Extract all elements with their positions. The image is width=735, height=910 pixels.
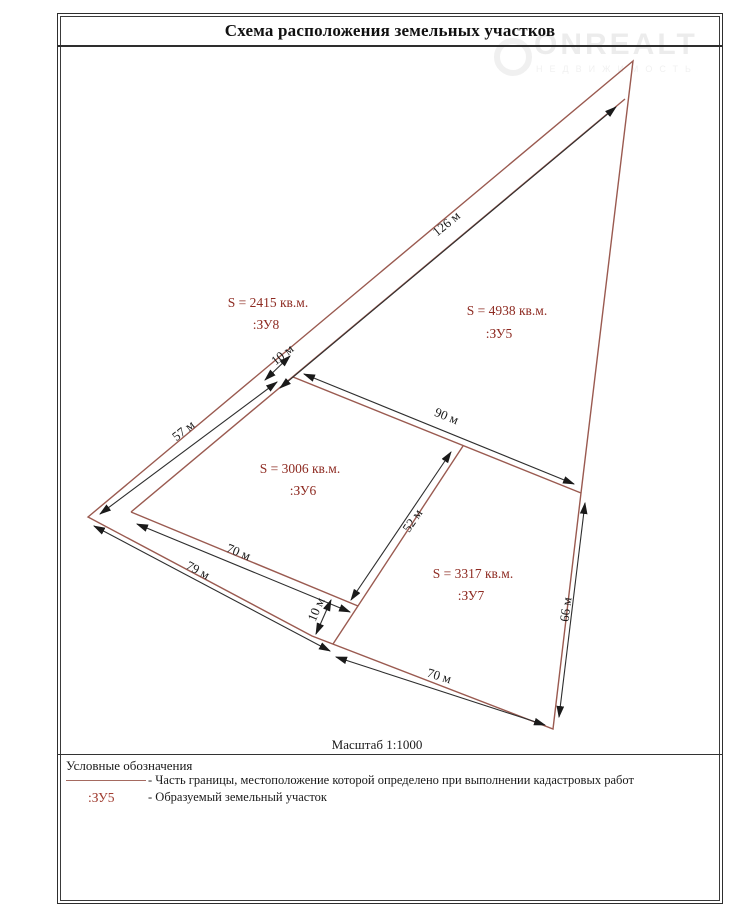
watermark-brand: ONREALT	[534, 28, 698, 61]
dim-label-90m: 90 м	[432, 404, 461, 428]
legend-boundary-line-sample	[66, 780, 146, 781]
area-label-zu5: S = 4938 кв.м.	[466, 303, 548, 318]
area-label-zu7: S = 3317 кв.м.	[432, 566, 514, 581]
dim-label-79m: 79 м	[183, 557, 213, 583]
dim-label-52m: 52 м	[399, 506, 426, 535]
dim-label-10m-bottom: 10 м	[304, 595, 328, 624]
dim-label-126m: 126 м	[429, 207, 463, 240]
plot-id-zu5: :ЗУ5	[485, 326, 513, 341]
boundary-divider-zu6-zu7	[333, 446, 463, 644]
legend-item-parcel-text: - Образуемый земельный участок	[148, 790, 327, 804]
dim-label-66m: 66 м	[556, 596, 575, 623]
dim-label-70m-zu6: 70 м	[224, 540, 253, 564]
plot-id-zu7: :ЗУ7	[457, 588, 485, 603]
page-title: Схема расположения земельных участков	[224, 20, 556, 40]
scale-label: Масштаб 1:1000	[331, 737, 423, 752]
plot-id-zu8: :ЗУ8	[252, 317, 280, 332]
dimension-line-57m	[100, 382, 277, 514]
legend-separator	[57, 754, 723, 755]
dimension-line-79m	[94, 526, 330, 651]
dim-label-70m-zu7: 70 м	[425, 664, 454, 687]
dimension-line-90m	[304, 374, 574, 484]
area-label-zu6: S = 3006 кв.м.	[259, 461, 341, 476]
dim-label-10m-top: 10 м	[267, 340, 297, 369]
dimension-line-126m	[280, 107, 616, 388]
legend-heading: Условные обозначения	[66, 758, 193, 773]
area-label-zu8: S = 2415 кв.м.	[227, 295, 309, 310]
dim-label-57m: 57 м	[168, 417, 198, 444]
legend-zu-symbol: :ЗУ5	[88, 790, 115, 805]
legend-item-boundary-text: - Часть границы, местоположение которой определено при выполнении кадастровых работ	[148, 773, 634, 787]
plot-id-zu6: :ЗУ6	[289, 483, 317, 498]
watermark-subtext: НЕДВИЖИМОСТЬ	[536, 64, 698, 74]
